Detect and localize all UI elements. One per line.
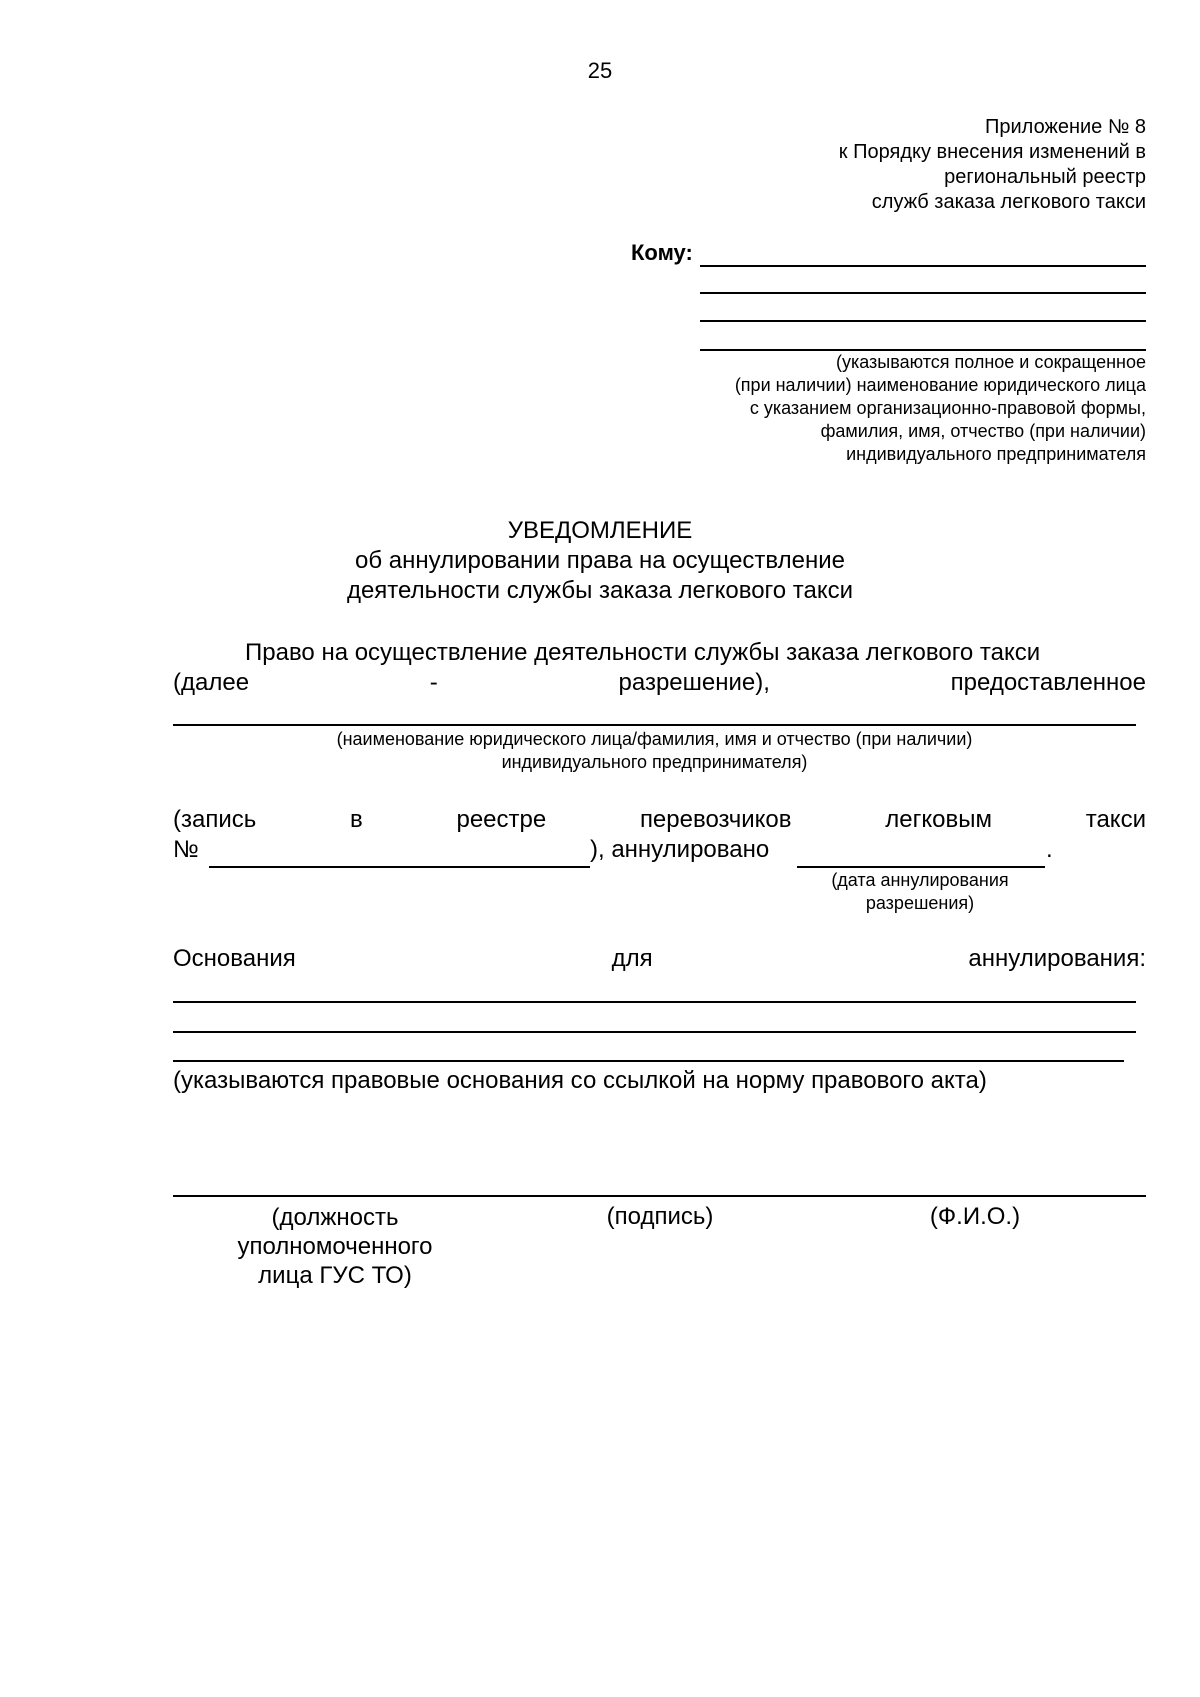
recipient-note-line: (указываются полное и сокращенное xyxy=(835,352,1146,372)
grounds-field-line-3[interactable] xyxy=(173,1060,1124,1062)
recipient-field-line-2[interactable] xyxy=(700,292,1146,294)
title-line-1: УВЕДОМЛЕНИЕ xyxy=(507,517,693,544)
annulled-text: ), аннулировано xyxy=(590,836,770,863)
registry-period: . xyxy=(1046,836,1053,863)
signature-line[interactable] xyxy=(173,1195,1146,1197)
registry-number-field[interactable] xyxy=(209,866,590,868)
recipient-note-line: (при наличии) наименование юридического лица xyxy=(734,375,1146,395)
full-name-label: (Ф.И.О.) xyxy=(929,1203,1021,1230)
paragraph-word: (далее xyxy=(173,669,250,696)
signature-label: (подпись) xyxy=(606,1203,714,1230)
registry-word: реестре xyxy=(456,806,547,833)
date-note-line-2: разрешения) xyxy=(865,893,975,913)
appendix-line-1: Приложение № 8 xyxy=(985,116,1146,138)
position-line-3: лица ГУС ТО) xyxy=(258,1262,412,1289)
position-label xyxy=(200,1203,470,1290)
recipient-note-line: с указанием организационно-правовой формы, xyxy=(749,398,1146,418)
recipient-label: Кому: xyxy=(631,240,693,265)
grounds-note: (указываются правовые основания со ссылкой на норму правового акта) xyxy=(173,1067,987,1094)
appendix-line-2: к Порядку внесения изменений в xyxy=(838,141,1146,163)
position-line-2: уполномоченного xyxy=(237,1233,433,1260)
registry-word: в xyxy=(349,806,363,833)
date-note-line-1: (дата аннулирования xyxy=(831,870,1009,890)
grantee-note-line-1: (наименование юридического лица/фамилия, имя и отчество (при наличии) xyxy=(336,729,973,749)
grantee-note-line-2: индивидуального предпринимателя) xyxy=(501,752,808,772)
grounds-field-line-2[interactable] xyxy=(173,1031,1136,1033)
grounds-field-line-1[interactable] xyxy=(173,1001,1136,1003)
registry-word: (запись xyxy=(173,806,257,833)
recipient-note-line: индивидуального предпринимателя xyxy=(846,444,1146,464)
recipient-field-line-3[interactable] xyxy=(700,320,1146,322)
paragraph-word: предоставленное xyxy=(950,669,1146,696)
registry-line-1 xyxy=(173,806,1146,834)
paragraph-line-2 xyxy=(173,669,1146,697)
appendix-line-4: служб заказа легкового такси xyxy=(871,191,1146,213)
document-title xyxy=(0,516,1200,606)
annulment-date-field[interactable] xyxy=(797,866,1045,868)
number-sign: № xyxy=(173,836,199,863)
page-number: 25 xyxy=(587,58,613,83)
registry-word: легковым xyxy=(885,806,992,833)
appendix-line-3: региональный реестр xyxy=(944,166,1146,188)
paragraph-word: - xyxy=(429,669,438,696)
paragraph-line-1: Право на осуществление деятельности службы заказа легкового такси xyxy=(245,639,1041,666)
grounds-word: Основания xyxy=(173,945,296,972)
recipient-note xyxy=(586,351,1146,466)
date-note xyxy=(760,869,1080,915)
appendix-header xyxy=(626,115,1146,215)
position-line-1: (должность xyxy=(271,1204,399,1231)
grounds-heading xyxy=(173,945,1146,973)
title-line-3: деятельности службы заказа легкового такси xyxy=(346,577,854,604)
recipient-field-line-1[interactable] xyxy=(700,265,1146,267)
title-line-2: об аннулировании права на осуществление xyxy=(355,547,845,574)
grounds-word: аннулирования: xyxy=(968,945,1146,972)
registry-word: перевозчиков xyxy=(639,806,792,833)
grounds-word: для xyxy=(611,945,653,972)
registry-word: такси xyxy=(1085,806,1146,833)
paragraph-word: разрешение), xyxy=(618,669,770,696)
grantee-note xyxy=(173,728,1136,774)
recipient-note-line: фамилия, имя, отчество (при наличии) xyxy=(820,421,1146,441)
grantee-name-field[interactable] xyxy=(173,724,1136,726)
